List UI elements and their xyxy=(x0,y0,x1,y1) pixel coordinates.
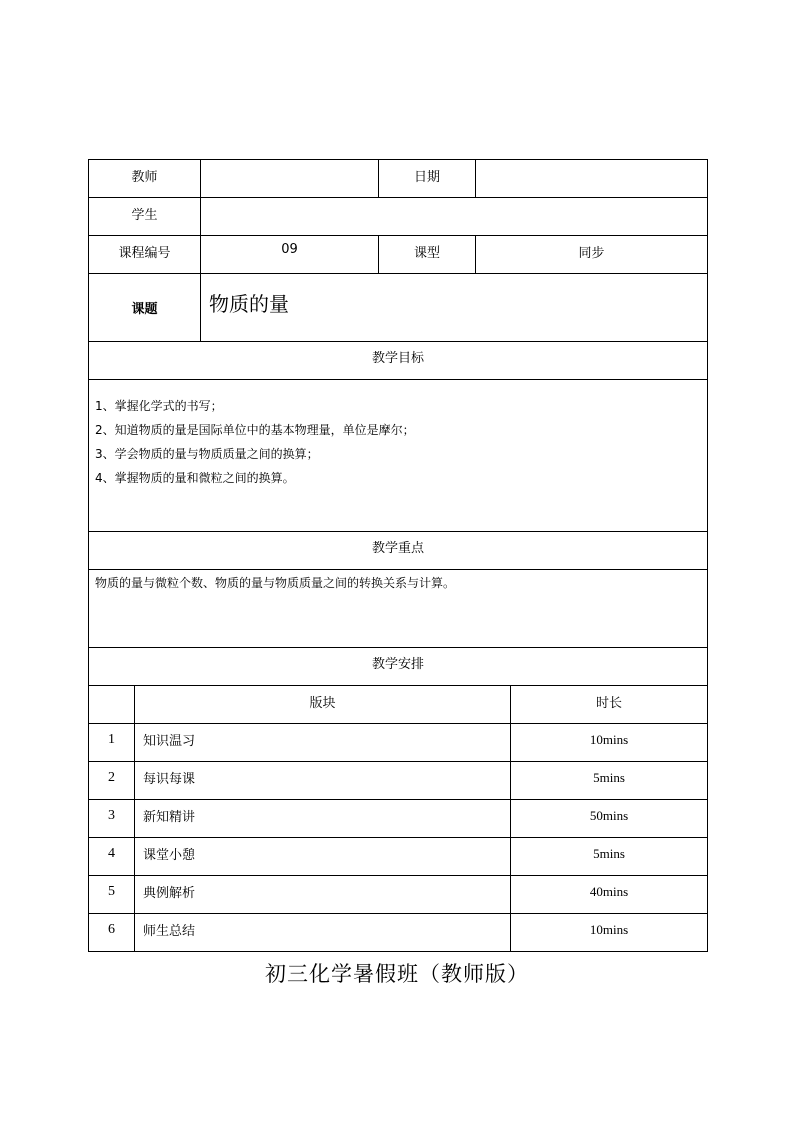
row-duration: 10mins xyxy=(511,914,708,952)
focus-body-row xyxy=(89,570,708,648)
row-number: 3 xyxy=(89,800,135,838)
table-row xyxy=(89,914,708,952)
focus-text: 物质的量与微粒个数、物质的量与物质质量之间的转换关系与计算。 xyxy=(89,570,708,648)
row-number: 5 xyxy=(89,876,135,914)
topic-label: 课题 xyxy=(89,274,201,342)
teacher-date-row xyxy=(89,160,708,198)
row-number: 1 xyxy=(89,724,135,762)
schedule-header-num xyxy=(89,686,135,724)
schedule-header-block: 版块 xyxy=(135,686,511,724)
schedule-title: 教学安排 xyxy=(89,648,708,686)
row-duration: 5mins xyxy=(511,838,708,876)
table-row xyxy=(89,838,708,876)
table-row xyxy=(89,762,708,800)
row-number: 6 xyxy=(89,914,135,952)
row-block: 课堂小憩 xyxy=(135,838,511,876)
student-row xyxy=(89,198,708,236)
row-block: 典例解析 xyxy=(135,876,511,914)
row-block: 师生总结 xyxy=(135,914,511,952)
schedule-header-duration: 时长 xyxy=(511,686,708,724)
course-row xyxy=(89,236,708,274)
goal-item: 1、掌握化学式的书写； xyxy=(95,399,223,413)
course-no-value: 09 xyxy=(201,236,379,274)
course-no-label: 课程编号 xyxy=(89,236,201,274)
row-block: 知识温习 xyxy=(135,724,511,762)
table-row xyxy=(89,876,708,914)
goals-body-row xyxy=(89,380,708,532)
topic-value: 物质的量 xyxy=(201,274,708,342)
page-footer-title: 初三化学暑假班（教师版） xyxy=(265,962,529,986)
row-number: 2 xyxy=(89,762,135,800)
course-type-label: 课型 xyxy=(379,236,476,274)
row-duration: 40mins xyxy=(511,876,708,914)
row-duration: 50mins xyxy=(511,800,708,838)
row-duration: 5mins xyxy=(511,762,708,800)
focus-title-row xyxy=(89,532,708,570)
schedule-table xyxy=(88,685,708,952)
lesson-info-table xyxy=(88,159,708,686)
row-duration: 10mins xyxy=(511,724,708,762)
focus-title: 教学重点 xyxy=(89,532,708,570)
goals-list xyxy=(89,380,708,532)
date-label: 日期 xyxy=(379,160,476,198)
topic-row xyxy=(89,274,708,342)
teacher-value xyxy=(201,160,379,198)
date-value xyxy=(476,160,708,198)
student-label: 学生 xyxy=(89,198,201,236)
teacher-label: 教师 xyxy=(89,160,201,198)
goal-item: 3、学会物质的量与物质质量之间的换算； xyxy=(95,447,319,461)
goal-item: 2、知道物质的量是国际单位中的基本物理量，单位是摩尔； xyxy=(95,423,415,437)
student-value xyxy=(201,198,708,236)
table-row xyxy=(89,724,708,762)
schedule-title-row xyxy=(89,648,708,686)
table-row xyxy=(89,800,708,838)
row-block: 新知精讲 xyxy=(135,800,511,838)
course-type-value: 同步 xyxy=(476,236,708,274)
schedule-header-row xyxy=(89,686,708,724)
row-block: 每识每课 xyxy=(135,762,511,800)
goals-title: 教学目标 xyxy=(89,342,708,380)
goal-item: 4、掌握物质的量和微粒之间的换算。 xyxy=(95,471,295,485)
goals-title-row xyxy=(89,342,708,380)
row-number: 4 xyxy=(89,838,135,876)
